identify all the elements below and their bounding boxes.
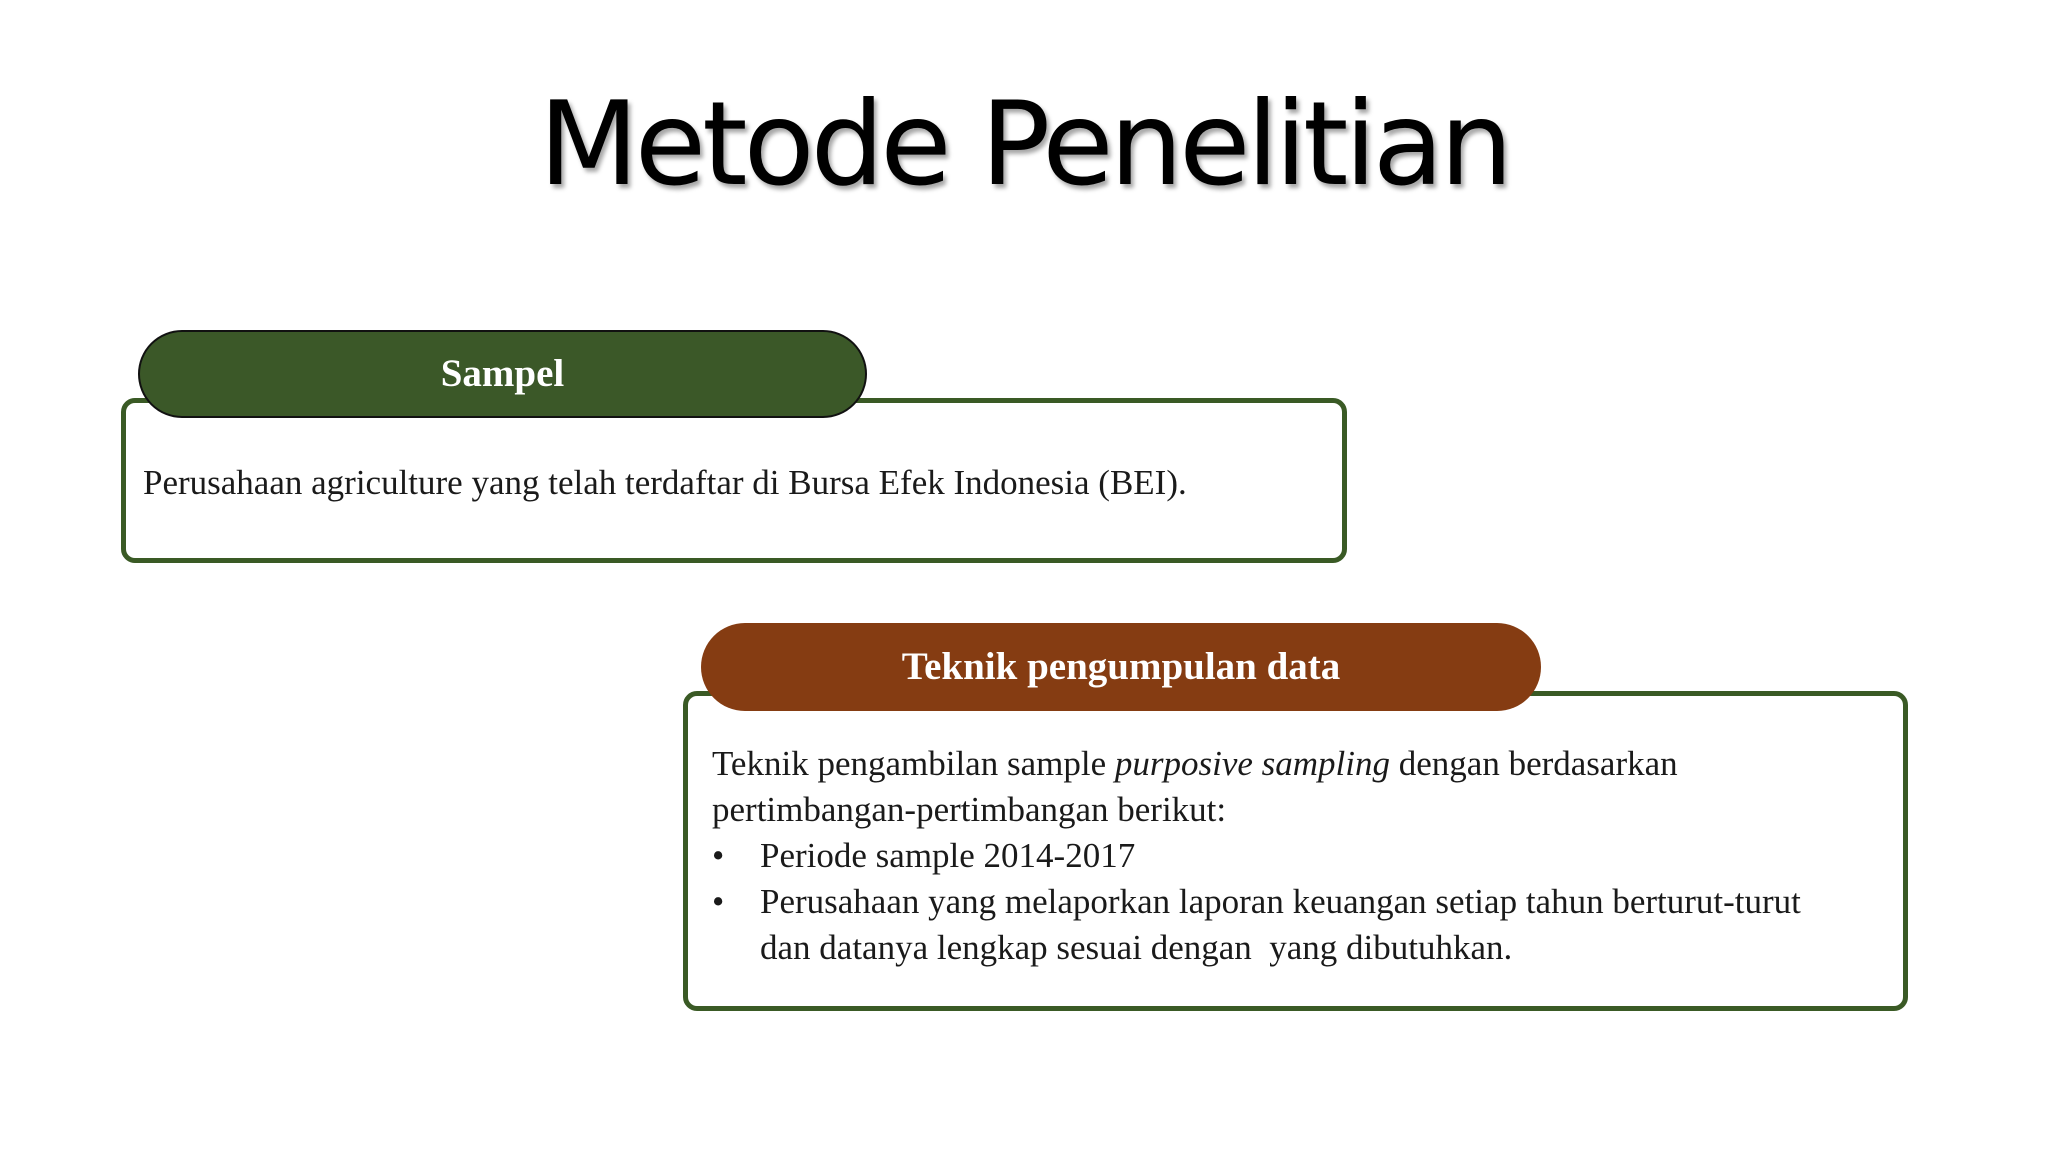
teknik-card bbox=[683, 691, 1908, 1011]
criteria-item-text: Perusahaan yang melaporkan laporan keuangan setiap tahun berturut-turut bbox=[760, 882, 1801, 921]
teknik-intro-line-1 bbox=[712, 741, 1887, 787]
sampel-heading-badge bbox=[138, 330, 867, 418]
bullet-icon: • bbox=[712, 882, 725, 921]
teknik-intro-line-2: pertimbangan-pertimbangan berikut: bbox=[712, 790, 1227, 829]
slide-title: Metode Penelitian bbox=[538, 77, 1510, 212]
teknik-intro-after: dengan berdasarkan bbox=[1390, 744, 1678, 783]
sampel-description: Perusahaan agriculture yang telah terdaftar di Bursa Efek Indonesia (BEI). bbox=[143, 463, 1187, 502]
criteria-item-text: Periode sample 2014-2017 bbox=[760, 836, 1136, 875]
sampel-heading: Sampel bbox=[440, 352, 565, 395]
teknik-description bbox=[712, 741, 1887, 971]
criteria-list bbox=[712, 833, 1887, 971]
teknik-intro-before: Teknik pengambilan sample bbox=[712, 744, 1115, 783]
teknik-intro-italic: purposive sampling bbox=[1114, 744, 1390, 783]
criteria-item-period bbox=[712, 833, 1887, 879]
criteria-item-text-cont: dan datanya lengkap sesuai dengan yang dibutuhkan. bbox=[760, 928, 1513, 967]
teknik-heading: Teknik pengumpulan data bbox=[901, 645, 1341, 688]
bullet-icon: • bbox=[712, 836, 725, 875]
sampel-card bbox=[121, 398, 1347, 563]
teknik-heading-badge bbox=[701, 623, 1541, 711]
criteria-item-reporting bbox=[712, 879, 1887, 971]
